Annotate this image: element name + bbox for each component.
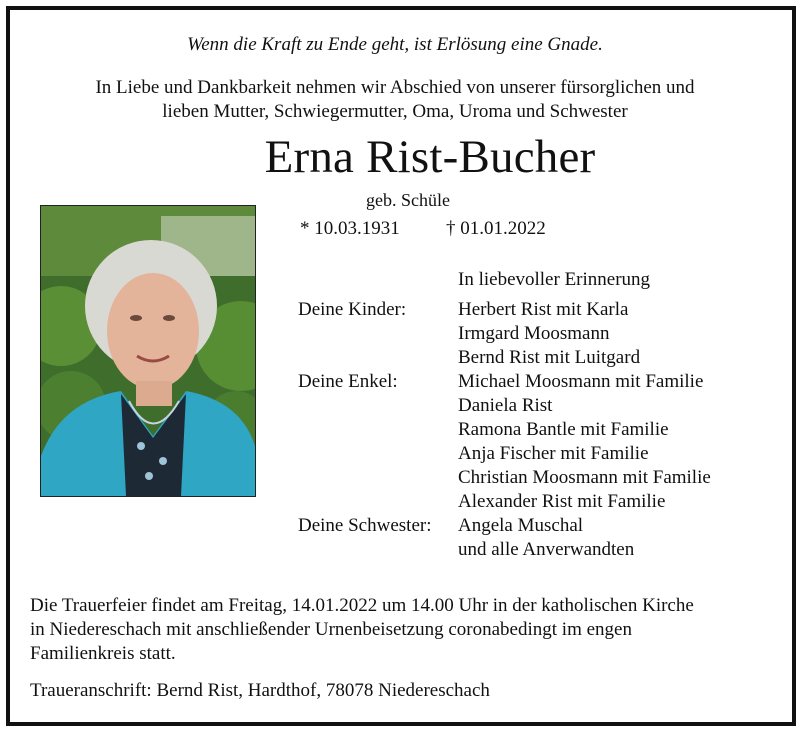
- intro-text: [0, 76, 790, 124]
- list-item: Irmgard Moosmann: [458, 323, 610, 344]
- list-item: Bernd Rist mit Luitgard: [458, 347, 641, 368]
- motto: Wenn die Kraft zu Ende geht, ist Erlösung eine Gnade.: [187, 34, 603, 55]
- death-date: † 01.01.2022: [446, 218, 546, 239]
- list-item: Michael Moosmann mit Familie: [458, 371, 704, 392]
- children-list: [458, 298, 640, 370]
- birth-date: * 10.03.1931: [300, 218, 400, 239]
- list-item: und alle Anverwandten: [458, 539, 635, 560]
- sister-label: Deine Schwester:: [298, 515, 432, 536]
- deceased-name: Erna Rist-Bucher: [264, 131, 596, 183]
- ceremony-info: [30, 594, 694, 666]
- mourning-address: Traueranschrift: Bernd Rist, Hardthof, 78078 Niedereschach: [30, 680, 490, 701]
- portrait-photo: [40, 205, 256, 497]
- list-item: Anja Fischer mit Familie: [458, 443, 649, 464]
- born-name: geb. Schüle: [366, 190, 450, 210]
- list-item: Ramona Bantle mit Familie: [458, 419, 669, 440]
- remembrance-line: In liebevoller Erinnerung: [458, 269, 651, 290]
- grandchildren-list: [458, 370, 711, 514]
- list-item: Alexander Rist mit Familie: [458, 491, 666, 512]
- intro-line-2: lieben Mutter, Schwiegermutter, Oma, Uroma und Schwester: [162, 101, 628, 122]
- list-item: Angela Muschal: [458, 515, 584, 536]
- ceremony-line-1: Die Trauerfeier findet am Freitag, 14.01.2022 um 14.00 Uhr in der katholischen Kirche: [30, 595, 694, 616]
- ceremony-line-3: Familienkreis statt.: [30, 643, 176, 664]
- list-item: Daniela Rist: [458, 395, 553, 416]
- list-item: Herbert Rist mit Karla: [458, 299, 629, 320]
- grandchildren-label: Deine Enkel:: [298, 371, 398, 392]
- list-item: Christian Moosmann mit Familie: [458, 467, 711, 488]
- ceremony-line-2: in Niedereschach mit anschließender Urnenbeisetzung coronabedingt im engen: [30, 619, 632, 640]
- children-label: Deine Kinder:: [298, 299, 407, 320]
- sister-list: [458, 514, 634, 562]
- intro-line-1: In Liebe und Dankbarkeit nehmen wir Abschied von unserer fürsorglichen und: [95, 77, 695, 98]
